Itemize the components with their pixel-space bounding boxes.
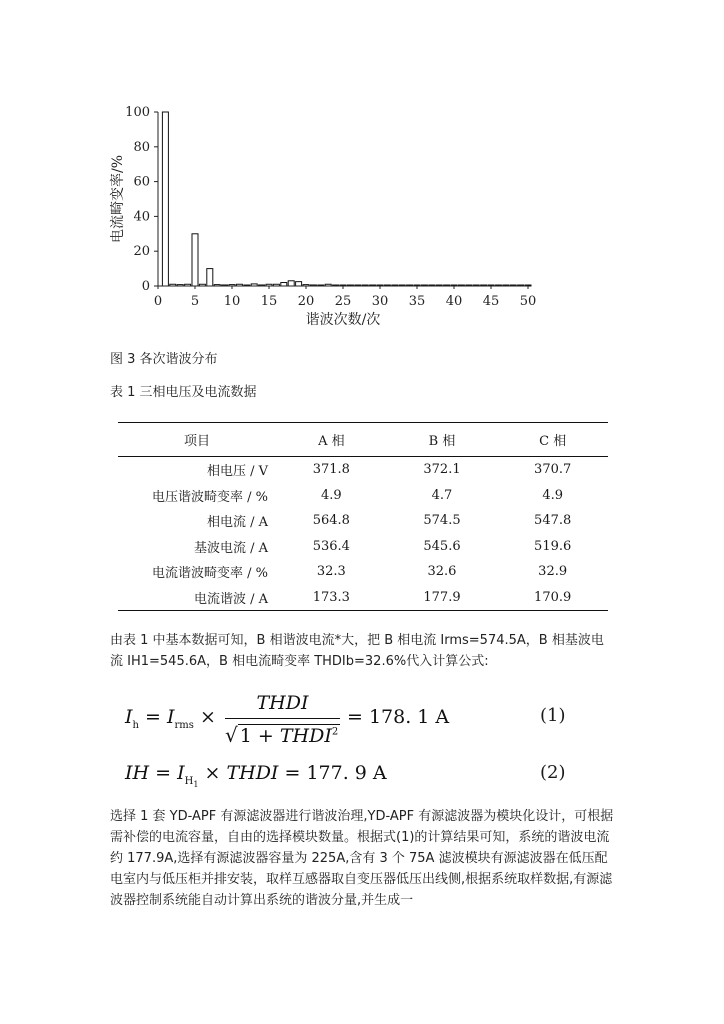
x-tick-label: 50 [519, 294, 537, 309]
row-label: 电流谐波 / A [118, 585, 276, 611]
y-tick-label: 20 [133, 244, 150, 260]
cell-a: 173.3 [276, 585, 387, 611]
harmonic-bar-18 [288, 281, 294, 286]
table-row [118, 559, 608, 585]
harmonic-bar-1 [162, 112, 168, 286]
cell-a: 371.8 [312, 462, 350, 478]
sqrt-sign: √ [225, 723, 238, 747]
eq1-rms-var: I [166, 706, 175, 728]
row-label: 相电压 / V [206, 464, 268, 480]
eq1-den-one: 1 + [239, 725, 274, 747]
table-row [118, 534, 608, 560]
eq1-den-pow: 2 [331, 726, 339, 738]
header-phase-b: B 相 [387, 423, 498, 457]
x-tick-label: 45 [482, 294, 500, 309]
cell-a: 32.3 [316, 564, 346, 580]
cell-c: 370.7 [534, 462, 572, 478]
cell-a: 536.4 [312, 538, 350, 554]
header-item: 项目 [118, 423, 276, 457]
y-tick-label: 40 [133, 209, 150, 225]
cell-b: 4.7 [431, 487, 453, 503]
eq2-subsub: 1 [193, 779, 199, 789]
eq2-sub: H [184, 775, 194, 787]
harmonic-distribution-chart [100, 100, 550, 335]
cell-a: 4.9 [320, 487, 342, 503]
row-label: 电压谐波畸变率 / % [152, 489, 268, 505]
table-row [118, 585, 608, 611]
eq2-thdi: THDI [226, 762, 279, 784]
three-phase-data-table [118, 422, 608, 611]
harmonic-bar-7 [207, 269, 213, 286]
x-axis-label: 谐波次数/次 [305, 312, 381, 328]
eq1-times: × [199, 706, 216, 728]
x-tick-label: 20 [297, 294, 315, 309]
y-tick-label: 60 [133, 174, 150, 190]
cell-c: 547.8 [534, 513, 572, 529]
eq1-lhs-sub: h [132, 719, 139, 731]
cell-b: 177.9 [387, 585, 498, 611]
x-tick-label: 15 [260, 294, 278, 309]
header-phase-c: C 相 [497, 423, 608, 457]
equation-1: $I_h = I_{rms}$ × THDI √ $1 + THDI^2$ = 178. 1 A [125, 692, 450, 747]
x-tick-label: 0 [153, 294, 163, 309]
harmonic-bar-19 [296, 282, 302, 286]
y-tick-label: 100 [125, 105, 150, 120]
cell-c: 519.6 [534, 538, 572, 554]
harmonic-bar-5 [192, 234, 198, 286]
eq2-var: I [177, 762, 185, 784]
paragraph-apf-selection: 选择 1 套 YD-APF 有源滤波器进行谐波治理,YD-APF 有源滤波器为模块化设计，可根据需补偿的电流容量，自由的选择模块数量。根据式(1)的计算结果可知，系统的谐波电流约 177.9A,选择有源滤波器容量为 225A,含有 3 个 75A 滤波模块有源滤波器在低压配电室内与低压柜并排安装，取样互感器取自变压器低压出线侧,根据系统取样数据,有源滤波器控制系统能自动计算出系统的谐波分量,并生成一 [110, 809, 614, 908]
eq1-rms-sub: rms [174, 719, 194, 731]
eq2-lhs: IH [125, 762, 150, 784]
equation-2-number: (2) [540, 762, 566, 783]
x-tick-label: 40 [445, 294, 463, 309]
paragraph-calculation-intro: 由表 1 中基本数据可知，B 相谐波电流*大，把 B 相电流 Irms=574.5A，B 相基波电流 IH1=545.6A，B 相电流畸变率 THDIb=32.6%代入计算公式: [110, 633, 604, 669]
equation-1-number: (1) [540, 705, 566, 726]
x-tick-label: 35 [408, 294, 426, 309]
cell-b: 545.6 [423, 538, 461, 554]
row-label: 相电流 / A [206, 515, 268, 531]
x-tick-labels [154, 286, 536, 309]
row-label: 基波电流 / A [193, 540, 268, 556]
y-axis-label: 电流畸变率/% [110, 154, 126, 244]
cell-b: 372.1 [423, 462, 461, 478]
cell-c: 32.9 [538, 564, 568, 580]
x-tick-label: 5 [190, 294, 200, 309]
figure-caption: 图 3 各次谐波分布 [110, 352, 218, 367]
eq2-times: × [204, 762, 221, 784]
row-label: 电流谐波畸变率 / % [152, 566, 268, 582]
x-tick-label: 30 [371, 294, 389, 309]
x-tick-label: 10 [223, 294, 241, 309]
cell-c: 4.9 [542, 487, 563, 503]
table-header-row [118, 423, 608, 457]
header-phase-a: A 相 [276, 423, 387, 457]
x-tick-label: 25 [334, 294, 352, 309]
table-row [118, 457, 608, 483]
cell-b: 32.6 [427, 564, 457, 580]
y-tick-label: 0 [141, 279, 150, 294]
cell-a: 564.8 [312, 513, 350, 529]
cell-c: 170.9 [497, 585, 608, 611]
eq1-numerator: THDI [256, 692, 309, 714]
harmonic-bar-17 [281, 283, 287, 286]
eq2-result: = 177. 9 A [284, 762, 387, 784]
eq1-lhs-var: I [125, 706, 133, 728]
eq1-result: = 178. 1 A [347, 706, 450, 728]
eq2-eq-sign: = [155, 762, 172, 784]
table-caption: 表 1 三相电压及电流数据 [110, 385, 257, 400]
y-tick-label: 80 [133, 139, 150, 155]
chart-bars [162, 112, 531, 286]
table-row [118, 483, 608, 509]
y-tick-labels [125, 105, 158, 294]
table-row [118, 508, 608, 534]
cell-b: 574.5 [423, 513, 461, 529]
eq1-den-var: THDI [279, 725, 332, 747]
equation-2 [125, 762, 387, 789]
